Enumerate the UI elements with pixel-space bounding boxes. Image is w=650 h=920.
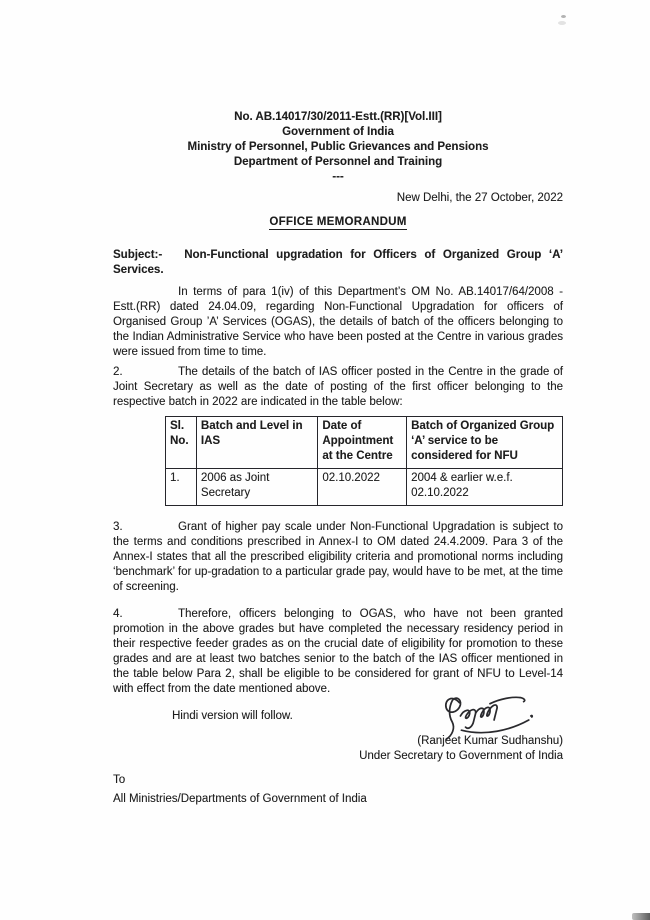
place-date-line: New Delhi, the 27 October, 2022 xyxy=(396,192,563,204)
letterhead xyxy=(113,110,563,185)
paragraph-4-number: 4. xyxy=(113,608,123,620)
cell-ogas-batch: 2004 & earlier w.e.f. 02.10.2022 xyxy=(407,469,563,506)
subject-text: Non-Functional upgradation for Officers of Organized Group ‘A’ Services. xyxy=(113,249,563,276)
table-row xyxy=(166,469,563,506)
addressee-text: All Ministries/Departments of Government of India xyxy=(113,793,367,805)
paragraph-4 xyxy=(113,607,563,697)
header-date-appointment: Date of Appointment at the Centre xyxy=(318,417,407,469)
table-header-row xyxy=(166,417,563,469)
signature-row xyxy=(113,709,563,724)
header-batch-level: Batch and Level in IAS xyxy=(196,417,317,469)
header-ogas-batch: Batch of Organized Group ‘A’ service to be considered for NFU xyxy=(407,417,563,469)
paragraph-3-number: 3. xyxy=(113,521,123,533)
paragraph-1: In terms of para 1(iv) of this Department’s OM No. AB.14017/64/2008 - Estt.(RR) dated 24.04.09, regarding Non-Functional Upgradation for officers of Organised Group ’A’ Services (OGAS), the details of batch of the officers belonging to the Indian Administrative Service who have been posted at the Centre in various grades were issued from time to time. xyxy=(113,286,563,358)
signatory-designation: Under Secretary to Government of India xyxy=(359,750,563,762)
signatory-name: (Ranjeet Kumar Sudhanshu) xyxy=(417,735,563,747)
file-number: No. AB.14017/30/2011-Estt.(RR)[Vol.III] xyxy=(234,111,442,123)
nfu-batch-table xyxy=(165,416,563,506)
paragraph-3 xyxy=(113,520,563,595)
cell-date-appointment: 02.10.2022 xyxy=(318,469,407,506)
paragraph-2-number: 2. xyxy=(113,366,123,378)
signature-scrawl xyxy=(439,693,541,745)
subject-label: Subject:- xyxy=(113,249,163,261)
org-line-government: Government of India xyxy=(282,126,394,138)
to-label: To xyxy=(113,774,126,786)
paragraph-2 xyxy=(113,365,563,410)
separator-dashes: --- xyxy=(332,171,344,183)
org-line-department: Department of Personnel and Training xyxy=(233,156,443,168)
header-sl-no: Sl. No. xyxy=(166,417,197,469)
subject-line xyxy=(113,248,563,278)
paragraph-4-text: Therefore, officers belonging to OGAS, who have not been granted promotion in the above grades but have completed the necessary residency period in their respective feeder grades as on the crucial date of eligibility for promotion to these grades and are at least two batches senior to the batch of the IAS officer mentioned in the table below Para 2, shall be eligible to be considered for grant of NFU to Level-14 with effect from the date mentioned above. xyxy=(113,608,563,695)
scan-artifact-corner-smudge xyxy=(632,913,650,920)
org-line-ministry: Ministry of Personnel, Public Grievances and Pensions xyxy=(187,141,489,153)
document-title-text: OFFICE MEMORANDUM xyxy=(269,216,407,228)
table-body xyxy=(166,469,563,506)
document-title xyxy=(113,215,563,230)
paragraph-2-text: The details of the batch of IAS officer posted in the Centre in the grade of Joint Secretary as well as the date of posting of the first officer belonging to the respective batch in 2022 are indicated in the table below: xyxy=(113,366,563,408)
document-content xyxy=(113,0,563,807)
paragraph-3-text: Grant of higher pay scale under Non-Functional Upgradation is subject to the terms and conditions prescribed in Annex-I to OM dated 24.4.2009. Para 3 of the Annex-I states that all the prescribed eligibility criteria and promotional norms including ‘benchmark’ for up-gradation to a particular grade pay, would have to be met, at the time of screening. xyxy=(113,521,563,593)
hindi-version-note: Hindi version will follow. xyxy=(172,710,293,722)
cell-sl-no: 1. xyxy=(166,469,197,506)
addressee-block xyxy=(113,773,563,807)
table-header xyxy=(166,417,563,469)
cell-batch-level: 2006 as Joint Secretary xyxy=(196,469,317,506)
